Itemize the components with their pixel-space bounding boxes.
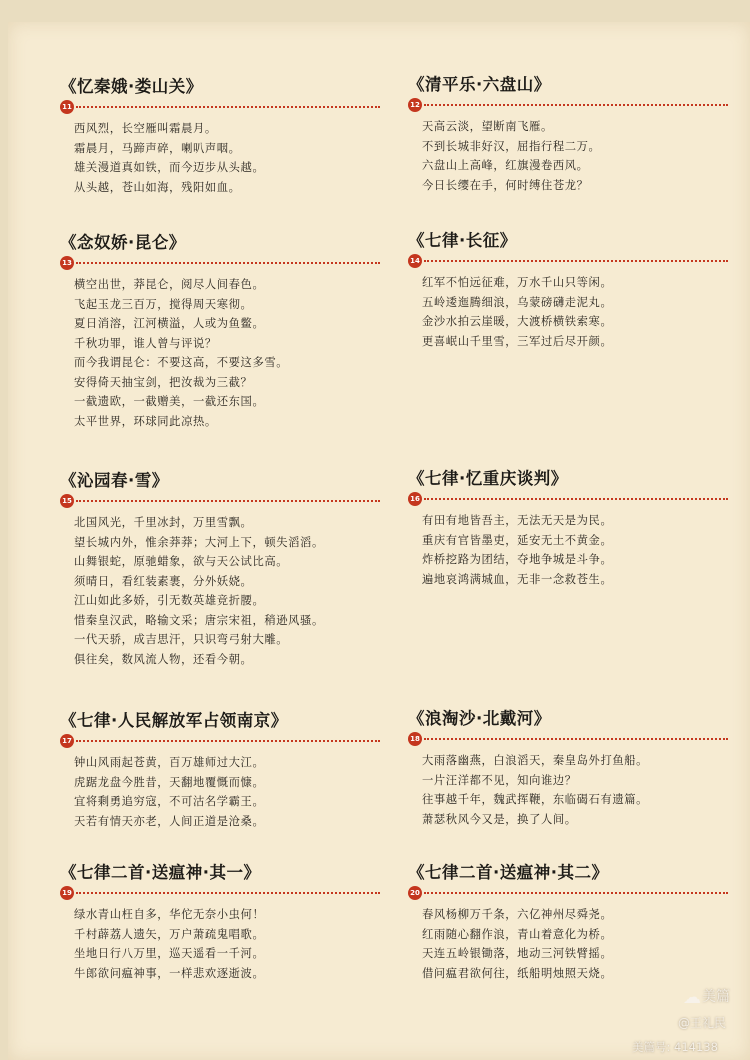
poem-line: 金沙水拍云崖暖，大渡桥横铁索寒。	[422, 315, 613, 328]
poem-14	[408, 230, 728, 351]
poem-number-badge: 16	[408, 492, 422, 506]
poem-number-badge: 17	[60, 734, 74, 748]
poem-17	[60, 710, 380, 831]
poem-line: 天高云淡，望断南飞雁。	[422, 120, 553, 133]
poem-line: 萧瑟秋风今又是，换了人间。	[422, 812, 577, 826]
poem-line: 千秋功罪，谁人曾与评说？	[74, 336, 217, 350]
watermark-author: @王礼民	[678, 1016, 727, 1030]
poem-number-badge: 13	[60, 256, 74, 270]
poem-line: 太平世界，环球同此凉热。	[74, 414, 217, 428]
dotted-divider	[76, 106, 380, 108]
poem-line: 遍地哀鸿满城血，无非一念救苍生。	[422, 572, 613, 586]
poem-lines	[422, 117, 728, 195]
poem-title: 《七律二首·送瘟神·其一》	[60, 863, 261, 882]
poem-11	[60, 76, 380, 197]
poem-title: 《沁园春·雪》	[60, 471, 169, 490]
poem-18	[408, 708, 728, 829]
poem-lines	[74, 513, 380, 669]
poem-line: 一片汪洋都不见，知向谁边？	[422, 773, 577, 787]
dotted-divider	[424, 498, 728, 500]
poem-number-badge: 18	[408, 732, 422, 746]
poem-line: 飞起玉龙三百万，搅得周天寒彻。	[74, 297, 253, 311]
poem-line: 绿水青山枉自多，华佗无奈小虫何！	[74, 908, 265, 921]
poem-line: 往事越千年，魏武挥鞭，东临碣石有遗篇。	[422, 793, 649, 806]
poem-lines	[422, 273, 728, 351]
poem-line: 而今我谓昆仑：不要这高，不要这多雪。	[74, 356, 289, 369]
poem-line: 不到长城非好汉，屈指行程二万。	[422, 139, 601, 153]
poem-number-badge: 14	[408, 254, 422, 268]
poem-line: 重庆有官皆墨吏，延安无土不黄金。	[422, 533, 613, 547]
poem-title: 《七律·忆重庆谈判》	[408, 469, 568, 488]
poem-line: 江山如此多娇，引无数英雄竞折腰。	[74, 594, 265, 607]
poem-line: 天若有情天亦老，人间正道是沧桑。	[74, 814, 265, 828]
poem-line: 一截遗欧，一截赠美，一截还东国。	[74, 395, 265, 408]
poem-line: 一代天骄，成吉思汗，只识弯弓射大雕。	[74, 633, 289, 646]
dotted-divider	[76, 892, 380, 894]
poem-line: 红军不怕远征难，万水千山只等闲。	[422, 276, 613, 289]
poem-line: 夏日消溶，江河横溢，人或为鱼鳖。	[74, 317, 265, 330]
poem-line: 天连五岭银锄落，地动三河铁臂摇。	[422, 947, 613, 960]
poem-number-badge: 19	[60, 886, 74, 900]
watermark-brand: 美篇	[702, 989, 730, 1005]
cloud-logo-icon: ☁	[683, 987, 701, 1008]
poem-20	[408, 862, 728, 983]
poem-line: 坐地日行八万里，巡天遥看一千河。	[74, 947, 265, 960]
poem-lines	[422, 511, 728, 589]
poem-title: 《七律二首·送瘟神·其二》	[408, 863, 609, 882]
poem-title: 《忆秦娥·娄山关》	[60, 77, 203, 96]
poem-line: 钟山风雨起苍黄，百万雄师过大江。	[74, 756, 265, 769]
poem-title: 《清平乐·六盘山》	[408, 75, 551, 94]
poem-line: 须晴日，看红装素裹，分外妖娆。	[74, 574, 253, 588]
dotted-divider	[76, 262, 380, 264]
poem-15	[60, 470, 380, 669]
poem-line: 霜晨月，马蹄声碎，喇叭声咽。	[74, 141, 241, 155]
dotted-divider	[424, 738, 728, 740]
dotted-divider	[76, 740, 380, 742]
poem-lines	[422, 751, 728, 829]
poem-line: 更喜岷山千里雪，三军过后尽开颜。	[422, 334, 613, 348]
poem-line: 雄关漫道真如铁，而今迈步从头越。	[74, 161, 265, 174]
poem-line: 有田有地皆吾主，无法无天是为民。	[422, 514, 613, 527]
poem-number-badge: 15	[60, 494, 74, 508]
poem-line: 山舞银蛇，原驰蜡象，欲与天公试比高。	[74, 555, 289, 568]
dotted-divider	[424, 104, 728, 106]
poem-number-badge: 20	[408, 886, 422, 900]
poem-line: 西风烈，长空雁叫霜晨月。	[74, 122, 217, 135]
poem-line: 借问瘟君欲何往，纸船明烛照天烧。	[422, 966, 613, 980]
poem-lines	[74, 119, 380, 197]
poem-lines	[422, 905, 728, 983]
poem-lines	[74, 905, 380, 983]
poem-line: 大雨落幽燕，白浪滔天，秦皇岛外打鱼船。	[422, 754, 649, 767]
poem-line: 虎踞龙盘今胜昔，天翻地覆慨而慷。	[74, 775, 265, 789]
poem-19	[60, 862, 380, 983]
dotted-divider	[424, 892, 728, 894]
poem-lines	[74, 753, 380, 831]
dotted-divider	[424, 260, 728, 262]
poem-line: 炸桥挖路为团结，夺地争城是斗争。	[422, 553, 613, 566]
poem-line: 望长城内外，惟余莽莽；大河上下，顿失滔滔。	[74, 535, 324, 549]
poem-line: 惜秦皇汉武，略输文采；唐宗宋祖，稍逊风骚。	[74, 613, 324, 627]
poem-line: 千村薜荔人遗矢，万户萧疏鬼唱歌。	[74, 927, 265, 941]
poem-line: 俱往矣，数风流人物，还看今朝。	[74, 652, 253, 666]
poem-12	[408, 74, 728, 195]
poem-line: 北国风光，千里冰封，万里雪飘。	[74, 516, 253, 529]
poem-line: 宜将剩勇追穷寇，不可沽名学霸王。	[74, 795, 265, 808]
poem-line: 安得倚天抽宝剑，把汝裁为三截？	[74, 375, 253, 389]
poem-title: 《浪淘沙·北戴河》	[408, 709, 551, 728]
poem-13	[60, 232, 380, 431]
poem-line: 春风杨柳万千条，六亿神州尽舜尧。	[422, 908, 613, 921]
poem-line: 五岭逶迤腾细浪，乌蒙磅礴走泥丸。	[422, 295, 613, 309]
poem-line: 从头越，苍山如海，残阳如血。	[74, 180, 241, 194]
poem-title: 《七律·长征》	[408, 231, 517, 250]
poem-line: 今日长缨在手，何时缚住苍龙？	[422, 178, 589, 192]
poem-line: 六盘山上高峰，红旗漫卷西风。	[422, 159, 589, 172]
poem-line: 横空出世，莽昆仑，阅尽人间春色。	[74, 278, 265, 291]
poem-title: 《念奴娇·昆仑》	[60, 233, 186, 252]
dotted-divider	[76, 500, 380, 502]
poem-number-badge: 12	[408, 98, 422, 112]
poem-title: 《七律·人民解放军占领南京》	[60, 711, 288, 730]
poem-line: 牛郎欲问瘟神事，一样悲欢逐逝波。	[74, 966, 265, 980]
poem-lines	[74, 275, 380, 431]
poem-line: 红雨随心翻作浪，青山着意化为桥。	[422, 927, 613, 941]
poem-16	[408, 468, 728, 589]
watermark-id: 美篇号: 414138	[632, 1040, 718, 1054]
poem-number-badge: 11	[60, 100, 74, 114]
